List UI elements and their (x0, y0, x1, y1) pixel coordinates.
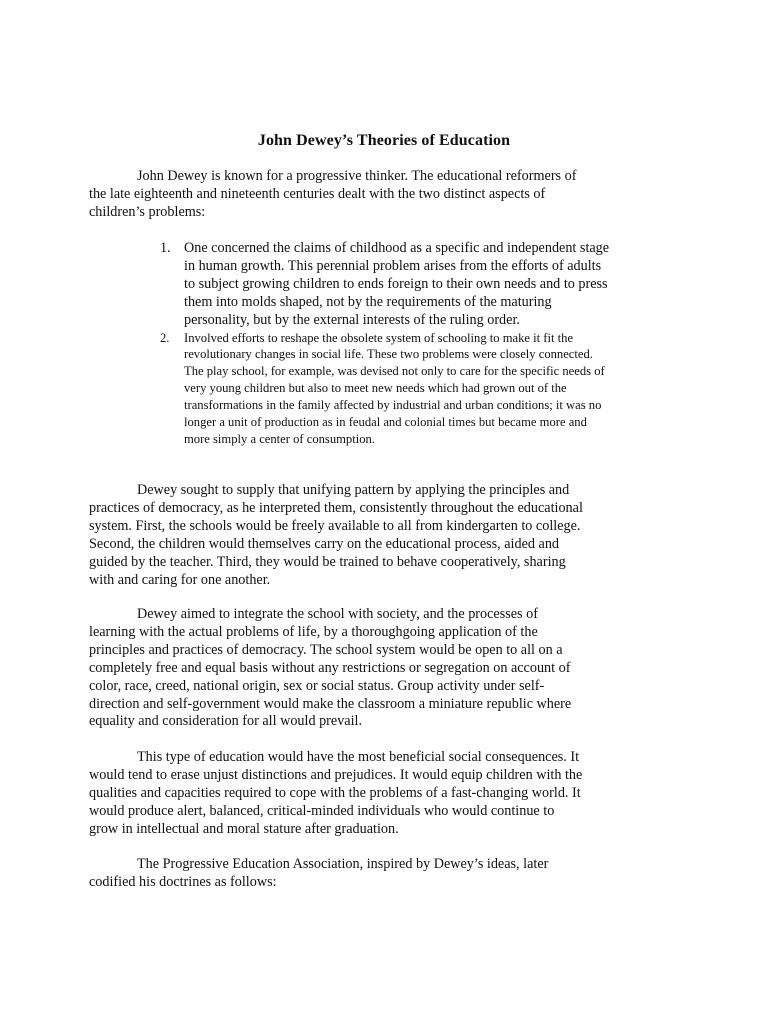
body-paragraph: The Progressive Education Association, inspired by Dewey’s ideas, later codified his doctrines as follows: (89, 856, 549, 890)
numbered-list (160, 240, 612, 448)
list-item-number: 2. (160, 330, 170, 345)
list-item (160, 330, 612, 448)
body-paragraph: Dewey sought to supply that unifying pattern by applying the principles and practices of democracy, as he interpreted them, consistently throughout the educational system. First, the schools would be freely available to all from kindergarten to college. Second, the children would themselves carry on the educational process, aided and guided by the teacher. Third, they would be trained to behave cooperatively, sharing with and caring for one another. (89, 482, 583, 588)
intro-paragraph: John Dewey is known for a progressive thinker. The educational reformers of the late eighteenth and nineteenth centuries dealt with the two distinct aspects of children’s problems: (89, 168, 577, 220)
list-item (160, 240, 612, 330)
body-paragraph: This type of education would have the most beneficial social consequences. It would tend to erase unjust distinctions and prejudices. It would equip children with the qualities and capacities required to cope with the problems of a fast-changing world. It would produce alert, balanced, critical-minded individuals who would continue to grow in intellectual and moral stature after graduation. (89, 749, 583, 837)
list-item-text: Involved efforts to reshape the obsolete system of schooling to make it fit the revolutionary changes in social life. These two problems were closely connected. The play school, for example, was devised not only to care for the specific needs of very young children but also to meet new needs which had grown out of the transformations in the family affected by industrial and urban conditions; it was no longer a unit of production as in feudal and colonial times but became more and more simply a center of consumption. (184, 330, 605, 446)
body-paragraph: Dewey aimed to integrate the school with society, and the processes of learning with the actual problems of life, by a thoroughgoing application of the principles and practices of democracy. The school system would be open to all on a completely free and equal basis without any restrictions or segregation on account of color, race, creed, national origin, sex or social status. Group activity under self-direction and self-government would make the classroom a miniature republic where equality and consideration for all would prevail. (89, 606, 572, 730)
list-item-text: One concerned the claims of childhood as a specific and independent stage in human growth. This perennial problem arises from the efforts of adults to subject growing children to ends foreign to their own needs and to press them into molds shaped, not by the requirements of the maturing personality, but by the external interests of the ruling order. (184, 240, 610, 328)
page-title: John Dewey’s Theories of Education (257, 132, 511, 149)
list-item-number: 1. (160, 240, 171, 256)
